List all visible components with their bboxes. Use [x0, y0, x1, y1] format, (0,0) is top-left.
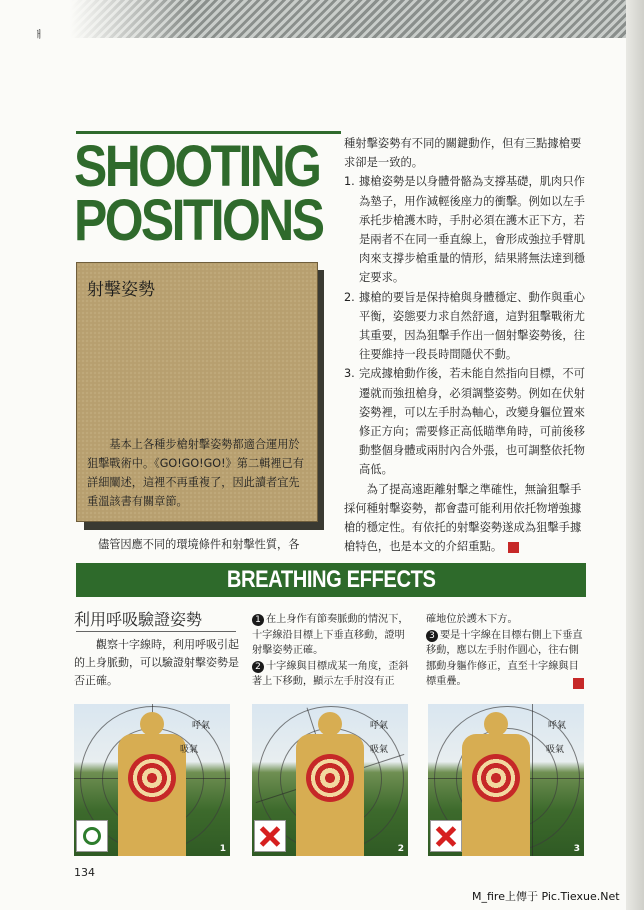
exhale-label: 呼氣 — [192, 721, 211, 731]
note-3: 3 要是十字線在目標右側上下垂直移動，應以左手肘作圓心，往右側挪動身軀作修正，直至十字線與目標重疊。 — [426, 629, 583, 687]
number-2-icon: 2 — [252, 661, 264, 673]
illustration-1 — [74, 704, 230, 856]
illustration-3 — [428, 704, 584, 856]
top-decorative-strip — [70, 0, 644, 38]
section-banner — [76, 563, 586, 597]
sub-heading-rule — [76, 631, 236, 632]
end-mark-icon — [573, 678, 584, 689]
sub-heading: 利用呼吸驗證姿勢 — [74, 610, 203, 629]
sub-text: 觀察十字線時，利用呼吸引起的上身脈動，可以驗證射擊姿勢是否正確。 — [74, 638, 239, 687]
corner-mark: ㅐ — [34, 30, 44, 41]
page-title — [74, 134, 323, 253]
right-intro: 種射擊姿勢有不同的關鍵動作，但有三點據槍要求卻是一致的。 — [344, 137, 582, 170]
list-item: 3. 完成據槍動作後，若未能自然指向目標，不可遷就而強扭槍身，必須調整姿勢。例如在伏射姿勢裡，可以左手肘為軸心，改變身軀位置來修正方向；需要修正高低瞄準角時，可前後移動整個身體或兩肘內合外張，也可調整依托物高低。 — [344, 367, 585, 477]
inhale-label: 吸氣 — [370, 745, 389, 755]
title-line-2: POSITIONS — [74, 188, 323, 253]
notes-column-1 — [252, 612, 412, 690]
figure-number: 2 — [397, 844, 404, 854]
requirements-list — [344, 172, 592, 479]
illustration-2 — [252, 704, 408, 856]
upload-credit: M_fire上傳于 Pic.Tiexue.Net — [472, 890, 620, 903]
title-line-1: SHOOTING — [74, 134, 320, 199]
list-item: 2. 據槍的要旨是保持槍與身體穩定、動作與重心平衡，姿態要力求自然舒適，這對狙擊戰術尤其重要，因為狙擊手作出一個射擊姿勢後，往往要維持一段長時間隱伏不動。 — [344, 290, 585, 362]
figure-number: 3 — [573, 844, 580, 854]
sidebar-text: 基本上各種步槍射擊姿勢都適合運用於狙擊戰術中。《GO!GO!GO!》第二輯裡已有詳細闡述，這裡不再重複了，因此讀者宜先重溫該書有關章節。 — [87, 438, 304, 508]
exhale-label: 呼氣 — [548, 721, 567, 731]
correct-icon — [76, 820, 108, 852]
notes-column-2 — [426, 612, 586, 690]
number-3-icon: 3 — [426, 630, 438, 642]
inhale-label: 吸氣 — [180, 745, 199, 755]
left-caption: 儘管因應不同的環境條件和射擊性質，各 — [98, 538, 300, 551]
end-mark-icon — [508, 542, 519, 553]
figure-number: 1 — [219, 844, 226, 854]
exhale-label: 呼氣 — [370, 721, 389, 731]
wrong-icon — [254, 820, 286, 852]
sidebar-title: 射擊姿勢 — [87, 280, 155, 300]
list-item: 1. 據槍姿勢是以身體骨骼為支撐基礎，肌肉只作為墊子，用作減輕後座力的衝擊。例如以左手承托步槍護木時，手肘必須在護木正下方，若是兩者不在同一垂直線上，會形成強拉手臂肌肉來支撐步槍重量的情形，結果將無法達到穩定要求。 — [344, 175, 585, 285]
page-spine — [626, 0, 644, 910]
note-2-continued: 確地位於護木下方。 — [426, 614, 518, 625]
banner-title: BREATHING EFFECTS — [226, 566, 436, 593]
page-number: 134 — [74, 866, 95, 879]
inhale-label: 吸氣 — [546, 745, 565, 755]
number-1-icon: 1 — [252, 614, 264, 626]
note-1: 1 在上身作有節奏脈動的情況下，十字線沿目標上下垂直移動，證明射擊姿勢正確。 — [252, 614, 409, 656]
note-2: 2 十字線與目標成某一角度，歪斜著上下移動，顯示左手肘沒有正 — [252, 660, 409, 687]
right-final-paragraph: 為了提高遠距離射擊之準確性，無論狙擊手採何種射擊姿勢，都會盡可能利用依托物增強據槍的穩定性。有依托的射擊姿勢遂成為狙擊手據槍特色，也是本文的介紹重點。 — [344, 482, 582, 554]
wrong-icon — [430, 820, 462, 852]
sidebar-box — [76, 262, 316, 524]
right-column — [344, 134, 592, 556]
